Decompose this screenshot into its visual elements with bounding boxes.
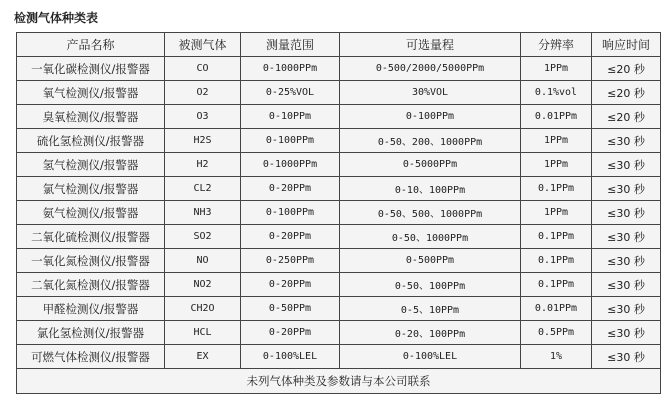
cell-resolution: 0.01PPm xyxy=(521,297,592,321)
table-row xyxy=(17,321,661,345)
cell-measuring-range: 0-10PPm xyxy=(241,105,340,129)
cell-optional-range: 0-100%LEL xyxy=(340,345,521,369)
cell-optional-range: 0-50、200、1000PPm xyxy=(340,129,521,153)
cell-response-time: ≤30 秒 xyxy=(592,225,661,249)
cell-resolution: 1% xyxy=(521,345,592,369)
table-row xyxy=(17,201,661,225)
footer-note: 未列气体种类及参数请与本公司联系 xyxy=(17,369,661,394)
table-row xyxy=(17,177,661,201)
cell-product-name: 一氧化碳检测仪/报警器 xyxy=(17,57,165,81)
table-row xyxy=(17,81,661,105)
cell-optional-range: 0-50、500、1000PPm xyxy=(340,201,521,225)
cell-resolution: 0.1PPm xyxy=(521,177,592,201)
cell-optional-range: 0-5000PPm xyxy=(340,153,521,177)
cell-response-time: ≤30 秒 xyxy=(592,129,661,153)
table-row xyxy=(17,273,661,297)
cell-measuring-range: 0-250PPm xyxy=(241,249,340,273)
header-response-time: 响应时间 xyxy=(592,33,661,57)
cell-optional-range: 0-500PPm xyxy=(340,249,521,273)
cell-measuring-range: 0-50PPm xyxy=(241,297,340,321)
cell-resolution: 0.1PPm xyxy=(521,249,592,273)
table-row xyxy=(17,345,661,369)
cell-response-time: ≤30 秒 xyxy=(592,177,661,201)
cell-response-time: ≤30 秒 xyxy=(592,201,661,225)
cell-optional-range: 0-100PPm xyxy=(340,105,521,129)
cell-resolution: 1PPm xyxy=(521,153,592,177)
table-header-row xyxy=(17,33,661,57)
cell-product-name: 氨气检测仪/报警器 xyxy=(17,201,165,225)
cell-optional-range: 0-500/2000/5000PPm xyxy=(340,57,521,81)
cell-optional-range: 0-50、1000PPm xyxy=(340,225,521,249)
table-row xyxy=(17,249,661,273)
cell-resolution: 1PPm xyxy=(521,129,592,153)
cell-response-time: ≤30 秒 xyxy=(592,321,661,345)
cell-response-time: ≤20 秒 xyxy=(592,57,661,81)
header-resolution: 分辨率 xyxy=(521,33,592,57)
cell-measured-gas: H2 xyxy=(165,153,241,177)
cell-response-time: ≤30 秒 xyxy=(592,297,661,321)
cell-measuring-range: 0-1000PPm xyxy=(241,57,340,81)
table-row xyxy=(17,57,661,81)
table-row xyxy=(17,153,661,177)
cell-optional-range: 0-10、100PPm xyxy=(340,177,521,201)
cell-measured-gas: O2 xyxy=(165,81,241,105)
page-title: 检测气体种类表 xyxy=(14,11,99,25)
header-measured-gas: 被测气体 xyxy=(165,33,241,57)
cell-resolution: 0.1%vol xyxy=(521,81,592,105)
cell-measured-gas: SO2 xyxy=(165,225,241,249)
cell-product-name: 臭氧检测仪/报警器 xyxy=(17,105,165,129)
cell-product-name: 氢气检测仪/报警器 xyxy=(17,153,165,177)
cell-measured-gas: H2S xyxy=(165,129,241,153)
table-body xyxy=(17,57,661,369)
table-row xyxy=(17,105,661,129)
table-row xyxy=(17,225,661,249)
cell-measuring-range: 0-20PPm xyxy=(241,225,340,249)
cell-measured-gas: O3 xyxy=(165,105,241,129)
cell-product-name: 硫化氢检测仪/报警器 xyxy=(17,129,165,153)
cell-measuring-range: 0-100PPm xyxy=(241,201,340,225)
cell-measured-gas: EX xyxy=(165,345,241,369)
header-measuring-range: 测量范围 xyxy=(241,33,340,57)
cell-product-name: 甲醛检测仪/报警器 xyxy=(17,297,165,321)
cell-response-time: ≤20 秒 xyxy=(592,105,661,129)
cell-measuring-range: 0-100PPm xyxy=(241,129,340,153)
cell-resolution: 1PPm xyxy=(521,201,592,225)
cell-measured-gas: CO xyxy=(165,57,241,81)
cell-product-name: 氯化氢检测仪/报警器 xyxy=(17,321,165,345)
cell-product-name: 氧气检测仪/报警器 xyxy=(17,81,165,105)
gas-types-table xyxy=(16,32,661,394)
cell-measuring-range: 0-20PPm xyxy=(241,177,340,201)
cell-measuring-range: 0-25%VOL xyxy=(241,81,340,105)
cell-optional-range: 30%VOL xyxy=(340,81,521,105)
cell-response-time: ≤30 秒 xyxy=(592,345,661,369)
cell-measured-gas: HCL xyxy=(165,321,241,345)
cell-resolution: 0.5PPm xyxy=(521,321,592,345)
table-row xyxy=(17,297,661,321)
cell-product-name: 可燃气体检测仪/报警器 xyxy=(17,345,165,369)
cell-response-time: ≤30 秒 xyxy=(592,249,661,273)
cell-measured-gas: NO xyxy=(165,249,241,273)
cell-measured-gas: NO2 xyxy=(165,273,241,297)
cell-response-time: ≤20 秒 xyxy=(592,81,661,105)
cell-optional-range: 0-5、10PPm xyxy=(340,297,521,321)
cell-measured-gas: CH2O xyxy=(165,297,241,321)
cell-response-time: ≤30 秒 xyxy=(592,153,661,177)
cell-resolution: 0.1PPm xyxy=(521,273,592,297)
cell-resolution: 1PPm xyxy=(521,57,592,81)
cell-measured-gas: NH3 xyxy=(165,201,241,225)
cell-measuring-range: 0-1000PPm xyxy=(241,153,340,177)
header-optional-range: 可选量程 xyxy=(340,33,521,57)
table-row xyxy=(17,129,661,153)
cell-measuring-range: 0-20PPm xyxy=(241,321,340,345)
cell-product-name: 二氧化氮检测仪/报警器 xyxy=(17,273,165,297)
cell-optional-range: 0-50、100PPm xyxy=(340,273,521,297)
cell-measured-gas: CL2 xyxy=(165,177,241,201)
cell-measuring-range: 0-20PPm xyxy=(241,273,340,297)
cell-resolution: 0.01PPm xyxy=(521,105,592,129)
cell-response-time: ≤30 秒 xyxy=(592,273,661,297)
cell-resolution: 0.1PPm xyxy=(521,225,592,249)
cell-measuring-range: 0-100%LEL xyxy=(241,345,340,369)
cell-product-name: 二氧化硫检测仪/报警器 xyxy=(17,225,165,249)
cell-optional-range: 0-20、100PPm xyxy=(340,321,521,345)
cell-product-name: 氯气检测仪/报警器 xyxy=(17,177,165,201)
cell-product-name: 一氧化氮检测仪/报警器 xyxy=(17,249,165,273)
footer-note-row xyxy=(17,369,661,394)
header-product-name: 产品名称 xyxy=(17,33,165,57)
